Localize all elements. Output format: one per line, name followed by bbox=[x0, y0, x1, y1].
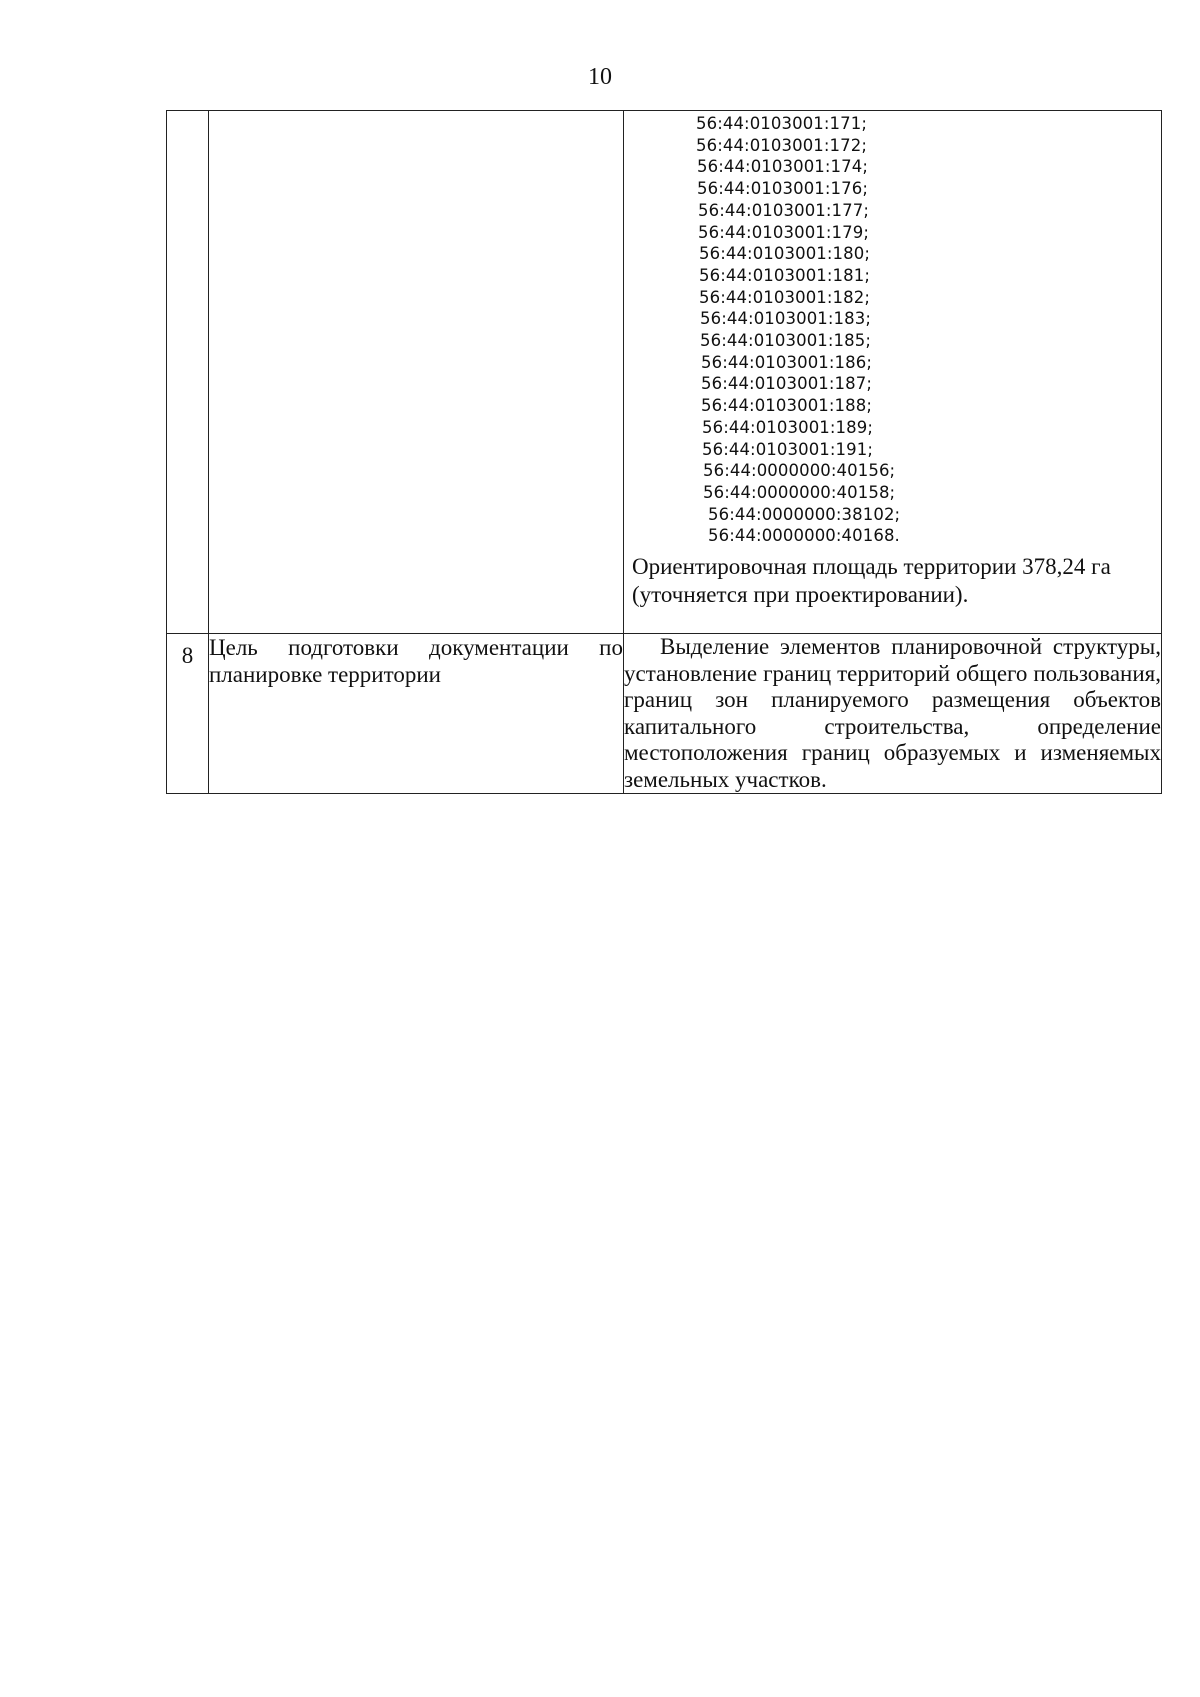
page-number: 10 bbox=[588, 64, 612, 90]
cadastral-number-item: 56:44:0103001:182; bbox=[699, 287, 871, 307]
table-row-purpose bbox=[167, 634, 1162, 794]
cadastral-number-item: 56:44:0000000:40168. bbox=[708, 526, 900, 546]
cadastral-number-item: 56:44:0000000:40158; bbox=[703, 482, 896, 502]
cadastral-number-item: 56:44:0103001:185; bbox=[700, 331, 872, 351]
document-table bbox=[166, 110, 1162, 794]
cadastral-number-item: 56:44:0103001:171; bbox=[696, 114, 868, 133]
cadastral-number-item: 56:44:0103001:187; bbox=[701, 374, 873, 394]
row-value-cell bbox=[624, 111, 1162, 634]
row-label-cell: Цель подготовки документации по планировке территории bbox=[209, 634, 624, 794]
row-number-cell: 8 bbox=[167, 634, 209, 794]
cadastral-number-item: 56:44:0103001:186; bbox=[701, 352, 873, 372]
cadastral-number-item: 56:44:0103001:180; bbox=[699, 244, 871, 264]
row-value-cell: Выделение элементов планировочной структуры, установление границ территорий общего пользования, границ зон планируемого размещения объектов капитального строительства, определение местоположения границ образуемых и изменяемых земельных участков. bbox=[624, 634, 1161, 792]
cadastral-number-item: 56:44:0103001:183; bbox=[700, 309, 872, 329]
cadastral-number-item: 56:44:0103001:189; bbox=[702, 417, 874, 437]
row-number-cell bbox=[167, 111, 209, 634]
cadastral-number-item: 56:44:0103001:177; bbox=[698, 200, 870, 220]
cadastral-number-item: 56:44:0000000:38102; bbox=[708, 504, 901, 524]
row-label-cell bbox=[209, 111, 624, 634]
cadastral-number-item: 56:44:0103001:188; bbox=[701, 396, 873, 416]
table-row-cadastral bbox=[167, 111, 1162, 634]
cadastral-number-item: 56:44:0103001:179; bbox=[698, 222, 870, 242]
cadastral-number-list bbox=[624, 111, 1161, 547]
cadastral-number-item: 56:44:0103001:176; bbox=[697, 179, 869, 199]
cadastral-number-item: 56:44:0103001:172; bbox=[696, 135, 868, 155]
territory-area-text: Ориентировочная площадь территории 378,24 га (уточняется при проектировании). bbox=[632, 554, 1111, 608]
cadastral-number-item: 56:44:0000000:40156; bbox=[703, 461, 896, 481]
cadastral-number-item: 56:44:0103001:191; bbox=[702, 439, 874, 459]
cadastral-number-item: 56:44:0103001:181; bbox=[699, 265, 871, 285]
cadastral-number-item: 56:44:0103001:174; bbox=[697, 157, 869, 177]
